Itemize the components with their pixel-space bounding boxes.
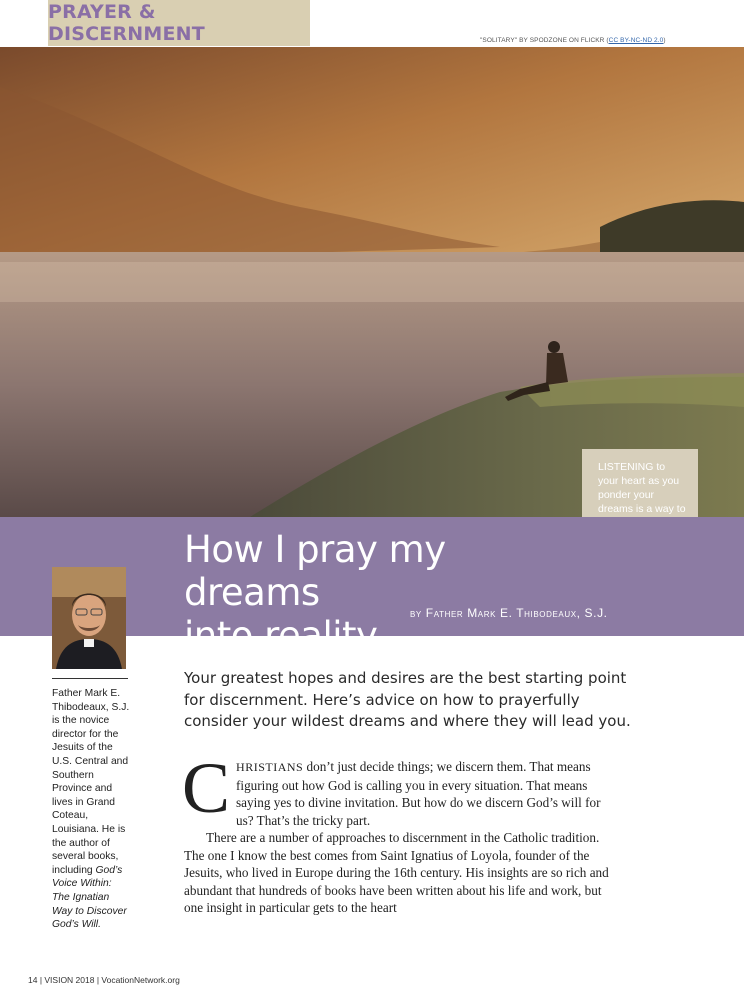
photo-credit-text: "SOLITARY" BY SPODZONE ON FLICKR ( <box>480 37 609 44</box>
article-body <box>182 748 616 917</box>
photo-credit-close: ) <box>663 37 666 44</box>
photo-credit <box>480 37 666 44</box>
author-photo <box>52 567 126 669</box>
author-bio <box>52 687 130 932</box>
article-deck: Your greatest hopes and desires are the best starting point for discernment. Here’s advice on how to prayerfully consider your wildest dreams and where they will lead you. <box>184 669 631 730</box>
article-title <box>184 528 584 657</box>
body-paragraph-1 <box>182 748 616 829</box>
body-paragraph-2: There are a number of approaches to discernment in the Catholic tradition. The one I know the best comes from Saint Ignatius of Loyola, founder of the Jesuits, who lived in Europe during the 16th century. His insights are so rich and abundant that hundreds of books have been written about his life and work, but one insight in particular gets to the heart <box>184 830 609 915</box>
article-byline: by Father Mark E. Thibodeaux, S.J. <box>410 606 608 620</box>
caption-text: to your heart as you ponder your dreams is a way to <box>598 461 686 515</box>
hero-photo <box>0 47 744 517</box>
paragraph-1-text: don’t just decide things; we discern them. That means figuring out how God is calling you in every situation. That means saying yes to divine invitation. But how do we discern God’s will for us? That’s the tricky part. <box>236 759 601 828</box>
caption-lead: LISTENING <box>598 461 654 473</box>
first-words: HRISTIANS <box>236 760 304 774</box>
page-footer: 14 | VISION 2018 | VocationNetwork.org <box>28 975 180 985</box>
author-divider <box>52 678 128 679</box>
author-book-title: God’s Voice Within: The Ignatian Way to Discover God’s Will. <box>52 864 127 931</box>
title-line-1: How I pray my dreams <box>184 528 446 614</box>
drop-cap: C <box>182 748 231 828</box>
title-line-2: into reality <box>184 614 378 657</box>
author-bio-text: Father Mark E. Thibodeaux, S.J. is the novice director for the Jesuits of the U.S. Central and Southern Province and lives in Grand Coteau, Louisiana. He is the author of several books, including <box>52 688 130 876</box>
license-link[interactable]: CC BY-NC-ND 2.0 <box>608 37 664 44</box>
section-label: PRAYER & DISCERNMENT <box>48 0 310 46</box>
